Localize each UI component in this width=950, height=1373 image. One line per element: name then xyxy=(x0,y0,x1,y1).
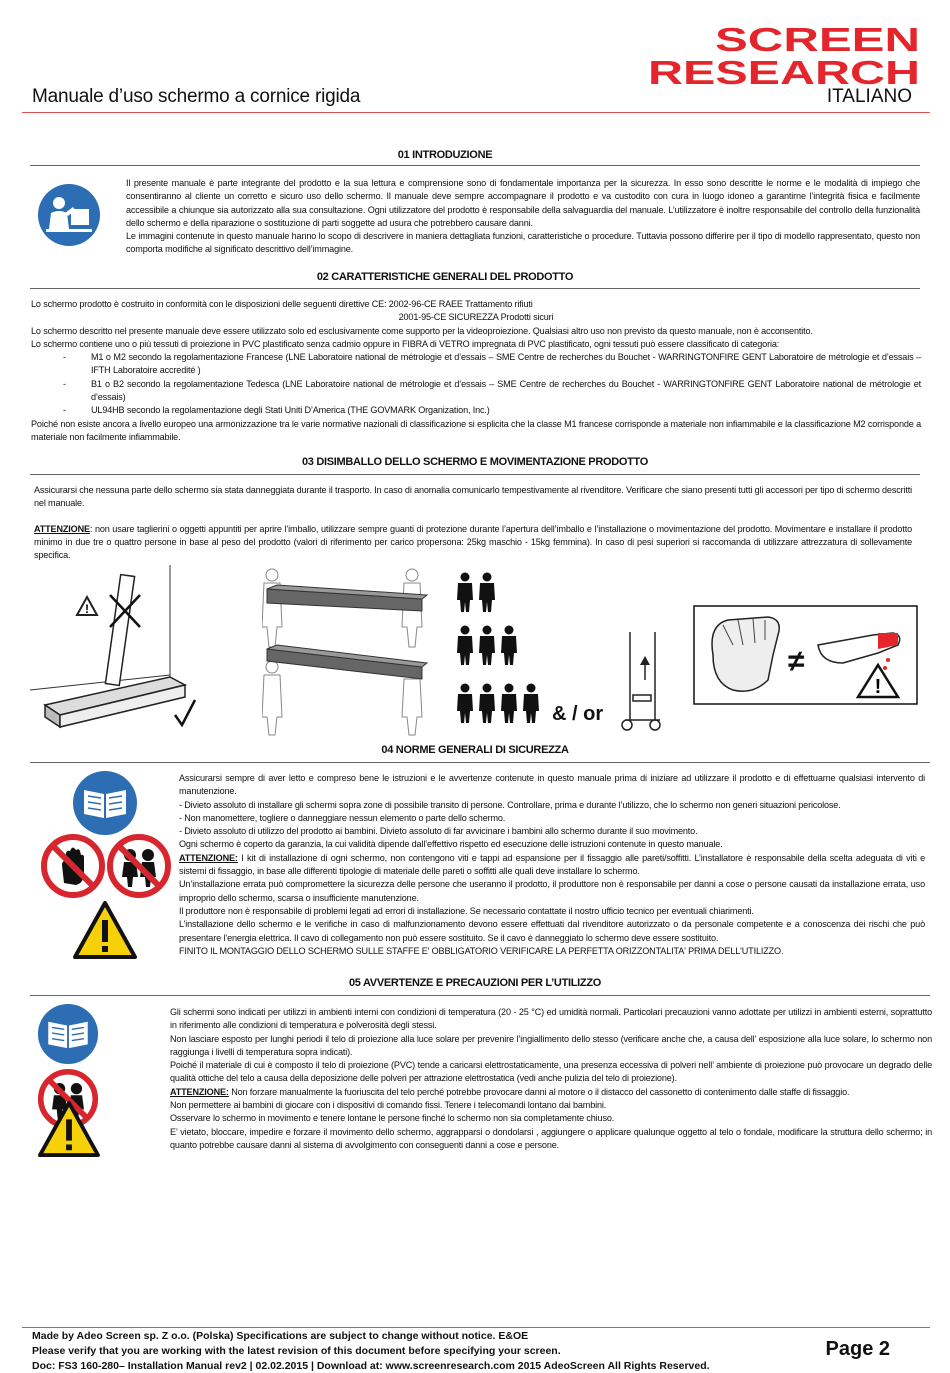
brand-line-2: RESEARCH xyxy=(648,54,920,86)
svg-text:!: ! xyxy=(85,602,89,616)
no-children-prohibition-icon xyxy=(106,833,172,899)
do-not-touch-prohibition-icon xyxy=(40,833,106,899)
section-1-body: Il presente manuale è parte integrante del prodotto e la sua lettura e comprensione sono di fondamentale importanza per la sicurezza. In esso sono descritte le norme e le modalità di impiego che consentiranno al cliente un corretto e sicuro uso dello schermo. Il manuale deve sempre accompagnare il prodotto e va custodito con cura in luogo idoneo a garantirne l’integrità fisica e facilmente accessibile a chiunque sia autorizzato alla sua consultazione. Ogni utilizzatore del prodotto è responsabile della salvaguardia del manuale. L’utilizzatore è inoltre responsabile del controllo della funzionalità dello schermo e della riparazione o sostituzione di parti soggette ad usura che potrebbero causare danni. Le immagini contenute in questo manuale hanno lo scopo di descrivere in maniera dettagliata funzioni, caratteristiche o procedure. Tuttavia possono differire per il tipo di modello rappresentato, questo non comporta modifiche al significato descrittivo dell’immagine. xyxy=(126,178,920,255)
people-count-illustration xyxy=(455,570,665,735)
section-3-title: 03 DISIMBALLO DELLO SCHERMO E MOVIMENTAZIONE PRODOTTO xyxy=(301,456,649,468)
use-gloves-illustration xyxy=(693,605,918,705)
footer-rule xyxy=(22,1327,930,1328)
section-5-rule xyxy=(30,995,930,996)
fabric-class-list xyxy=(31,351,921,417)
section-3-rule xyxy=(30,474,920,475)
section-4-title: 04 NORME GENERALI DI SICUREZZA xyxy=(381,744,569,756)
section-3-body: Assicurarsi che nessuna parte dello schermo sia stata danneggiata durante il trasporto. In caso di anomalia comunicarlo tempestivamente al rivenditore. Verificare che siano presenti tutti gli accessori per tipo di schermo descritti nel manuale. ATTENZIONE: non usare taglierini o oggetti appuntiti per aprire l’imballo, utilizzare sempre guanti di protezione durante l’apertura dell’imballo e l’installazione o movimentazione del prodotto. Movimentare e installare il prodotto minimo in due tre o quattro persone in base al peso del prodotto (valori di riferimento per carico propersona: 25kg maschio - 15kg femmina). In caso di pesi superiori si raccomanda di utilizzare attrezzatura di sollevamente specifica. xyxy=(34,485,912,561)
list-item: - B1 o B2 secondo la regolamentazione Tedesca (LNE Laboratoire national de métrologie et d’essais – SME Centre de recherches du Bouchet - WARRINGTONFIRE GENT Laboratoire national de métrologie et d’essais) xyxy=(31,378,921,405)
section-2-rule xyxy=(30,288,920,289)
language-label: ITALIANO xyxy=(826,86,912,107)
document-title: Manuale d’uso schermo a cornice rigida xyxy=(32,86,361,107)
read-book-mandatory-icon xyxy=(72,770,138,836)
header-rule xyxy=(22,112,930,113)
two-person-carry-illustration xyxy=(262,567,430,737)
section-2-body: Lo schermo prodotto è costruito in conformità con le disposizioni delle seguenti direttive CE: 2002-96-CE RAEE Trattamento rifiuti 2001-95-CE SICUREZZA Prodotti sicuri Lo schermo descritto nel presente manuale deve essere utilizzato solo ed esclusivamente come supporto per la videoproiezione. Qualsiasi altro uso non previsto da questo manuale, non è acconsentito. Lo schermo contiene uno o più tessuti di proiezione in PVC plastificato senza cadmio oppure in FIBRA di VETRO impregnata di PVC plastificato, ogni tessuti può essere classificato di categoria: - M1 o M2 secondo la regolamentazione Francese (LNE Laboratoire national de métrologie et d’essais – SME Centre de recherches du Bouchet - WARRINGTONFIRE GENT Laboratoire de métrologie et d’essais – IFTH Laboratoire accredité ) - B1 o B2 secondo la regolamentazione Tedesca (LNE Laboratoire national de métrologie et d’essais – SME Centre de recherches du Bouchet - WARRINGTONFIRE GENT Laboratoire national de métrologie et d’essais) - UL94HB secondo la regolamentazione degli Stati Uniti D’America (THE GOVMARK Organization, Inc.) Poiché non esiste ancora a livello europeo una armonizzazione tra le varie normative nazionali di classificazione si esplicita che la classe M1 francese corrisponde a materiale non infiammabile e la classificazione M2 corrisponde a materiale non facilmente infiammabile. xyxy=(31,298,921,444)
svg-text:≠: ≠ xyxy=(788,645,805,678)
footer-line-2: Please verify that you are working with the latest revision of this document before specifying your screen. xyxy=(32,1345,561,1357)
brand-line-1: SCREEN xyxy=(715,24,920,58)
screen-research-logo xyxy=(640,24,920,86)
general-warning-icon-2 xyxy=(37,1100,101,1158)
section-1-title: 01 INTRODUZIONE xyxy=(397,149,493,161)
section-4-rule xyxy=(30,762,930,763)
list-item: - M1 o M2 secondo la regolamentazione Francese (LNE Laboratoire national de métrologie et d’essais – SME Centre de recherches du Bouchet - WARRINGTONFIRE GENT Laboratoire de métrologie et d’essais – IFTH Laboratoire accredité ) xyxy=(31,351,921,378)
read-manual-mandatory-icon xyxy=(37,183,101,247)
footer-text xyxy=(32,1329,710,1373)
footer-line-1: Made by Adeo Screen sp. Z o.o. (Polska) Specifications are subject to change without notice. E&OE xyxy=(32,1330,529,1342)
section-2-title: 02 CARATTERISTICHE GENERALI DEL PRODOTTO xyxy=(316,271,574,283)
section-1-rule xyxy=(30,165,920,166)
and-or-label: & / or xyxy=(552,703,604,725)
page-number: Page 2 xyxy=(825,1338,890,1360)
footer-line-3: Doc: FS3 160-280– Installation Manual rev2 | 02.02.2015 | Download at: www.screenresearch.com 2015 AdeoScreen All Rights Reserved. xyxy=(32,1360,710,1372)
read-book-mandatory-icon-2 xyxy=(37,1003,99,1065)
section-5-title: 05 AVVERTENZE E PRECAUZIONI PER L’UTILIZZO xyxy=(348,977,602,989)
section-5-body: Gli schermi sono indicati per utilizzi in ambienti interni con condizioni di temperatura (20 - 25 °C) ed umidità normali. Particolari precauzioni vanno adottate per utilizzi in ambienti esterni, soprattutto in riferimento alle condizioni di temperatura e polverosità degli stessi. Non lasciare esposto per lunghi periodi il telo di proiezione alla luce solare per prevenire l’ingiallimento dello stesso (verificare anche che, a causa dell’ esposizione alla luce solare, lo schermo non raggiunga i livelli di temperatura sopra indicati). Poiché il materiale di cui è composto il telo di proiezione (PVC) tende a caricarsi elettrostaticamente, una presenza eccessiva di polveri nell’ ambiente di proiezione può provocare un degrado delle qualità ottiche del telo a causa della deposizione delle polveri per attrazione elettrostatica (vedi anche pulizia del telo di proiezione). ATTENZIONE: Non forzare manualmente la fuoriuscita del telo perché potrebbe provocare danni al motore o il distacco del cassonetto di contenimento dalle staffe di fissaggio. Non permettere ai bambini di giocare con i dispositivi di comando fissi. Tenere i telecomandi lontano dai bambini. Osservare lo schermo in movimento e tenere lontane le persone finché lo schermo non sia completamente chiuso. E’ vietato, bloccare, impedire e forzare il movimento dello schermo, aggrapparsi o dondolarsi , aggiungere o applicare qualunque oggetto al telo o fondale, modificare la struttura dello schermo; in quanto potrebbe causare danni al sistema di avvolgimento con conseguenti danni a cose e persone. xyxy=(170,1007,932,1150)
no-sharp-objects-illustration xyxy=(30,565,200,740)
svg-text:!: ! xyxy=(874,676,882,698)
list-item: - UL94HB secondo la regolamentazione degli Stati Uniti D’America (THE GOVMARK Organization, Inc.) xyxy=(31,404,921,417)
section-4-body: Assicurarsi sempre di aver letto e compreso bene le istruzioni e le avvertenze contenute in questo manuale prima di iniziare ad utilizzare il prodotto e di effettuarne qualsiasi intervento di manutenzione. - Divieto assoluto di installare gli schermi sopra zone di possibile transito di persone. Controllare, prima e durante l’utilizzo, che lo schermo non generi situazioni pericolose. - Non manomettere, togliere o danneggiare nessun elemento o parte dello schermo. - Divieto assoluto di utilizzo del prodotto ai bambini. Divieto assoluto di far avvicinare i bambini allo schermo durante il suo movimento. Ogni schermo è coperto da garanzia, la cui validità dipende dall’effettivo rispetto ed esecuzione delle istruzioni contenute in questo manuale. ATTENZIONE: I kit di installazione di ogni schermo, non contengono viti e tappi ad espansione per il fissaggio alle pareti/soffitti. L’installatore è responsabile della scelta adeguata di viti e sistemi di fissaggio, in base alle differenti tipologie di materiale delle pareti o soffitti alle quali deve installare lo schermo. Un’installazione errata può compromettere la sicurezza delle persone che useranno il prodotto, il produttore non è responsabile per danni a cose o persone causati da installazione errata, uso improprio dello schermo, scarsa o insufficiente manutenzione. Il produttore non è responsabile di problemi legati ad errori di installazione. Se necessario contattate il nostro ufficio tecnico per eventuali chiarimenti. L’installazione dello schermo e le verifiche in caso di malfunzionamento devono essere effettuati dal rivenditore autorizzato o da personale competente e a conoscenza dei rischi che può presentare l’energia elettrica. Il cavo di collegamento non può essere sostituito. Se il cavo è danneggiato lo schermo deve essere sostituito. FINITO IL MONTAGGIO DELLO SCHERMO SULLE STAFFE E' OBBLIGATORIO VERIFICARE LA PERFETTA ORIZZONTALITA' PRIMA DELL'UTILIZZO. xyxy=(179,773,925,956)
general-warning-icon xyxy=(72,900,138,960)
